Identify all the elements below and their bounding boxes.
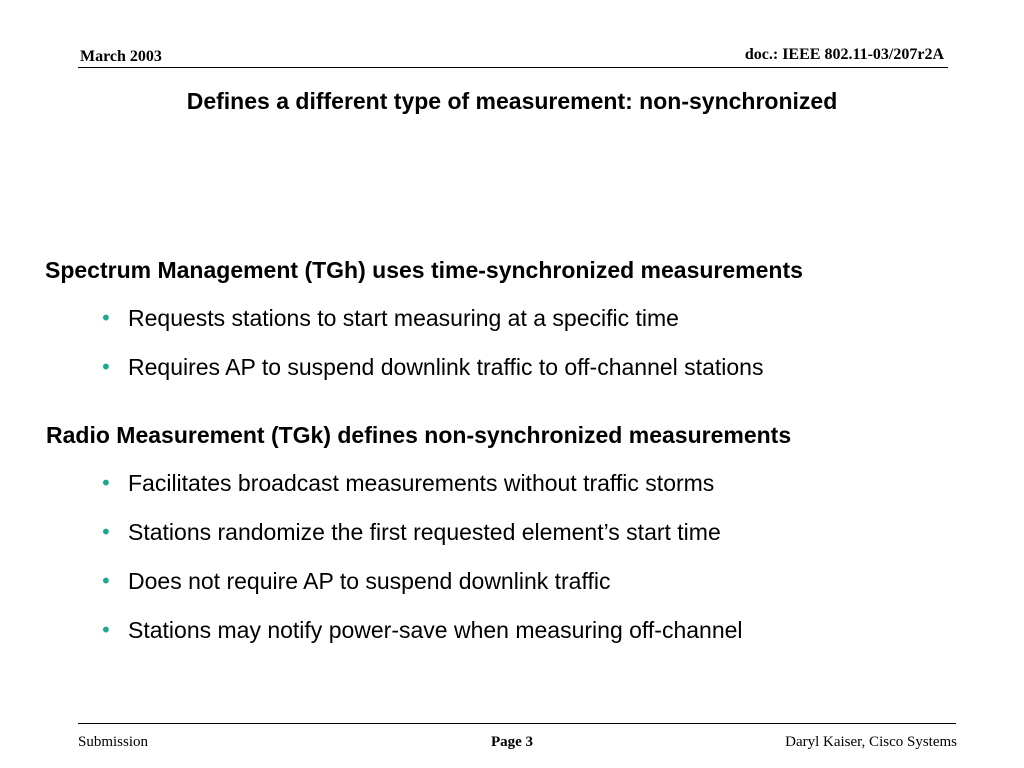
bullet-text: Stations randomize the first requested element’s start time bbox=[128, 519, 721, 545]
section-tgk bbox=[0, 419, 1024, 646]
slide-title: Defines a different type of measurement: non-synchronized bbox=[186, 88, 838, 114]
bullet-list bbox=[0, 302, 1024, 383]
header-date: March 2003 bbox=[80, 48, 162, 65]
section-tgh bbox=[0, 254, 1024, 383]
bullet-item bbox=[0, 467, 1024, 499]
header-doc-id: doc.: IEEE 802.11-03/207r2A bbox=[744, 46, 944, 63]
bullet-text: Requires AP to suspend downlink traffic to off-channel stations bbox=[128, 354, 764, 380]
section-heading: Radio Measurement (TGk) defines non-synchronized measurements bbox=[46, 422, 792, 448]
bullet-item bbox=[0, 351, 1024, 383]
bullet-item bbox=[0, 516, 1024, 548]
bullet-dot-icon: • bbox=[100, 520, 112, 544]
bullet-dot-icon: • bbox=[100, 306, 112, 330]
bullet-dot-icon: • bbox=[100, 471, 112, 495]
footer-author: Daryl Kaiser, Cisco Systems bbox=[785, 734, 957, 750]
bullet-text: Does not require AP to suspend downlink traffic bbox=[128, 568, 611, 594]
bullet-text: Facilitates broadcast measurements without traffic storms bbox=[128, 470, 715, 496]
bullet-item bbox=[0, 565, 1024, 597]
bullet-text: Stations may notify power-save when measuring off-channel bbox=[128, 617, 743, 643]
bullet-text: Requests stations to start measuring at a specific time bbox=[128, 305, 679, 331]
bullet-dot-icon: • bbox=[100, 355, 112, 379]
bullet-dot-icon: • bbox=[100, 569, 112, 593]
bullet-dot-icon: • bbox=[100, 618, 112, 642]
bullet-item bbox=[0, 302, 1024, 334]
footer-divider bbox=[78, 723, 956, 724]
footer-submission: Submission bbox=[78, 734, 149, 750]
footer-page-number: Page 3 bbox=[490, 734, 534, 750]
section-heading: Spectrum Management (TGh) uses time-synchronized measurements bbox=[45, 257, 803, 283]
header-divider bbox=[78, 67, 948, 68]
bullet-list bbox=[0, 467, 1024, 646]
bullet-item bbox=[0, 614, 1024, 646]
